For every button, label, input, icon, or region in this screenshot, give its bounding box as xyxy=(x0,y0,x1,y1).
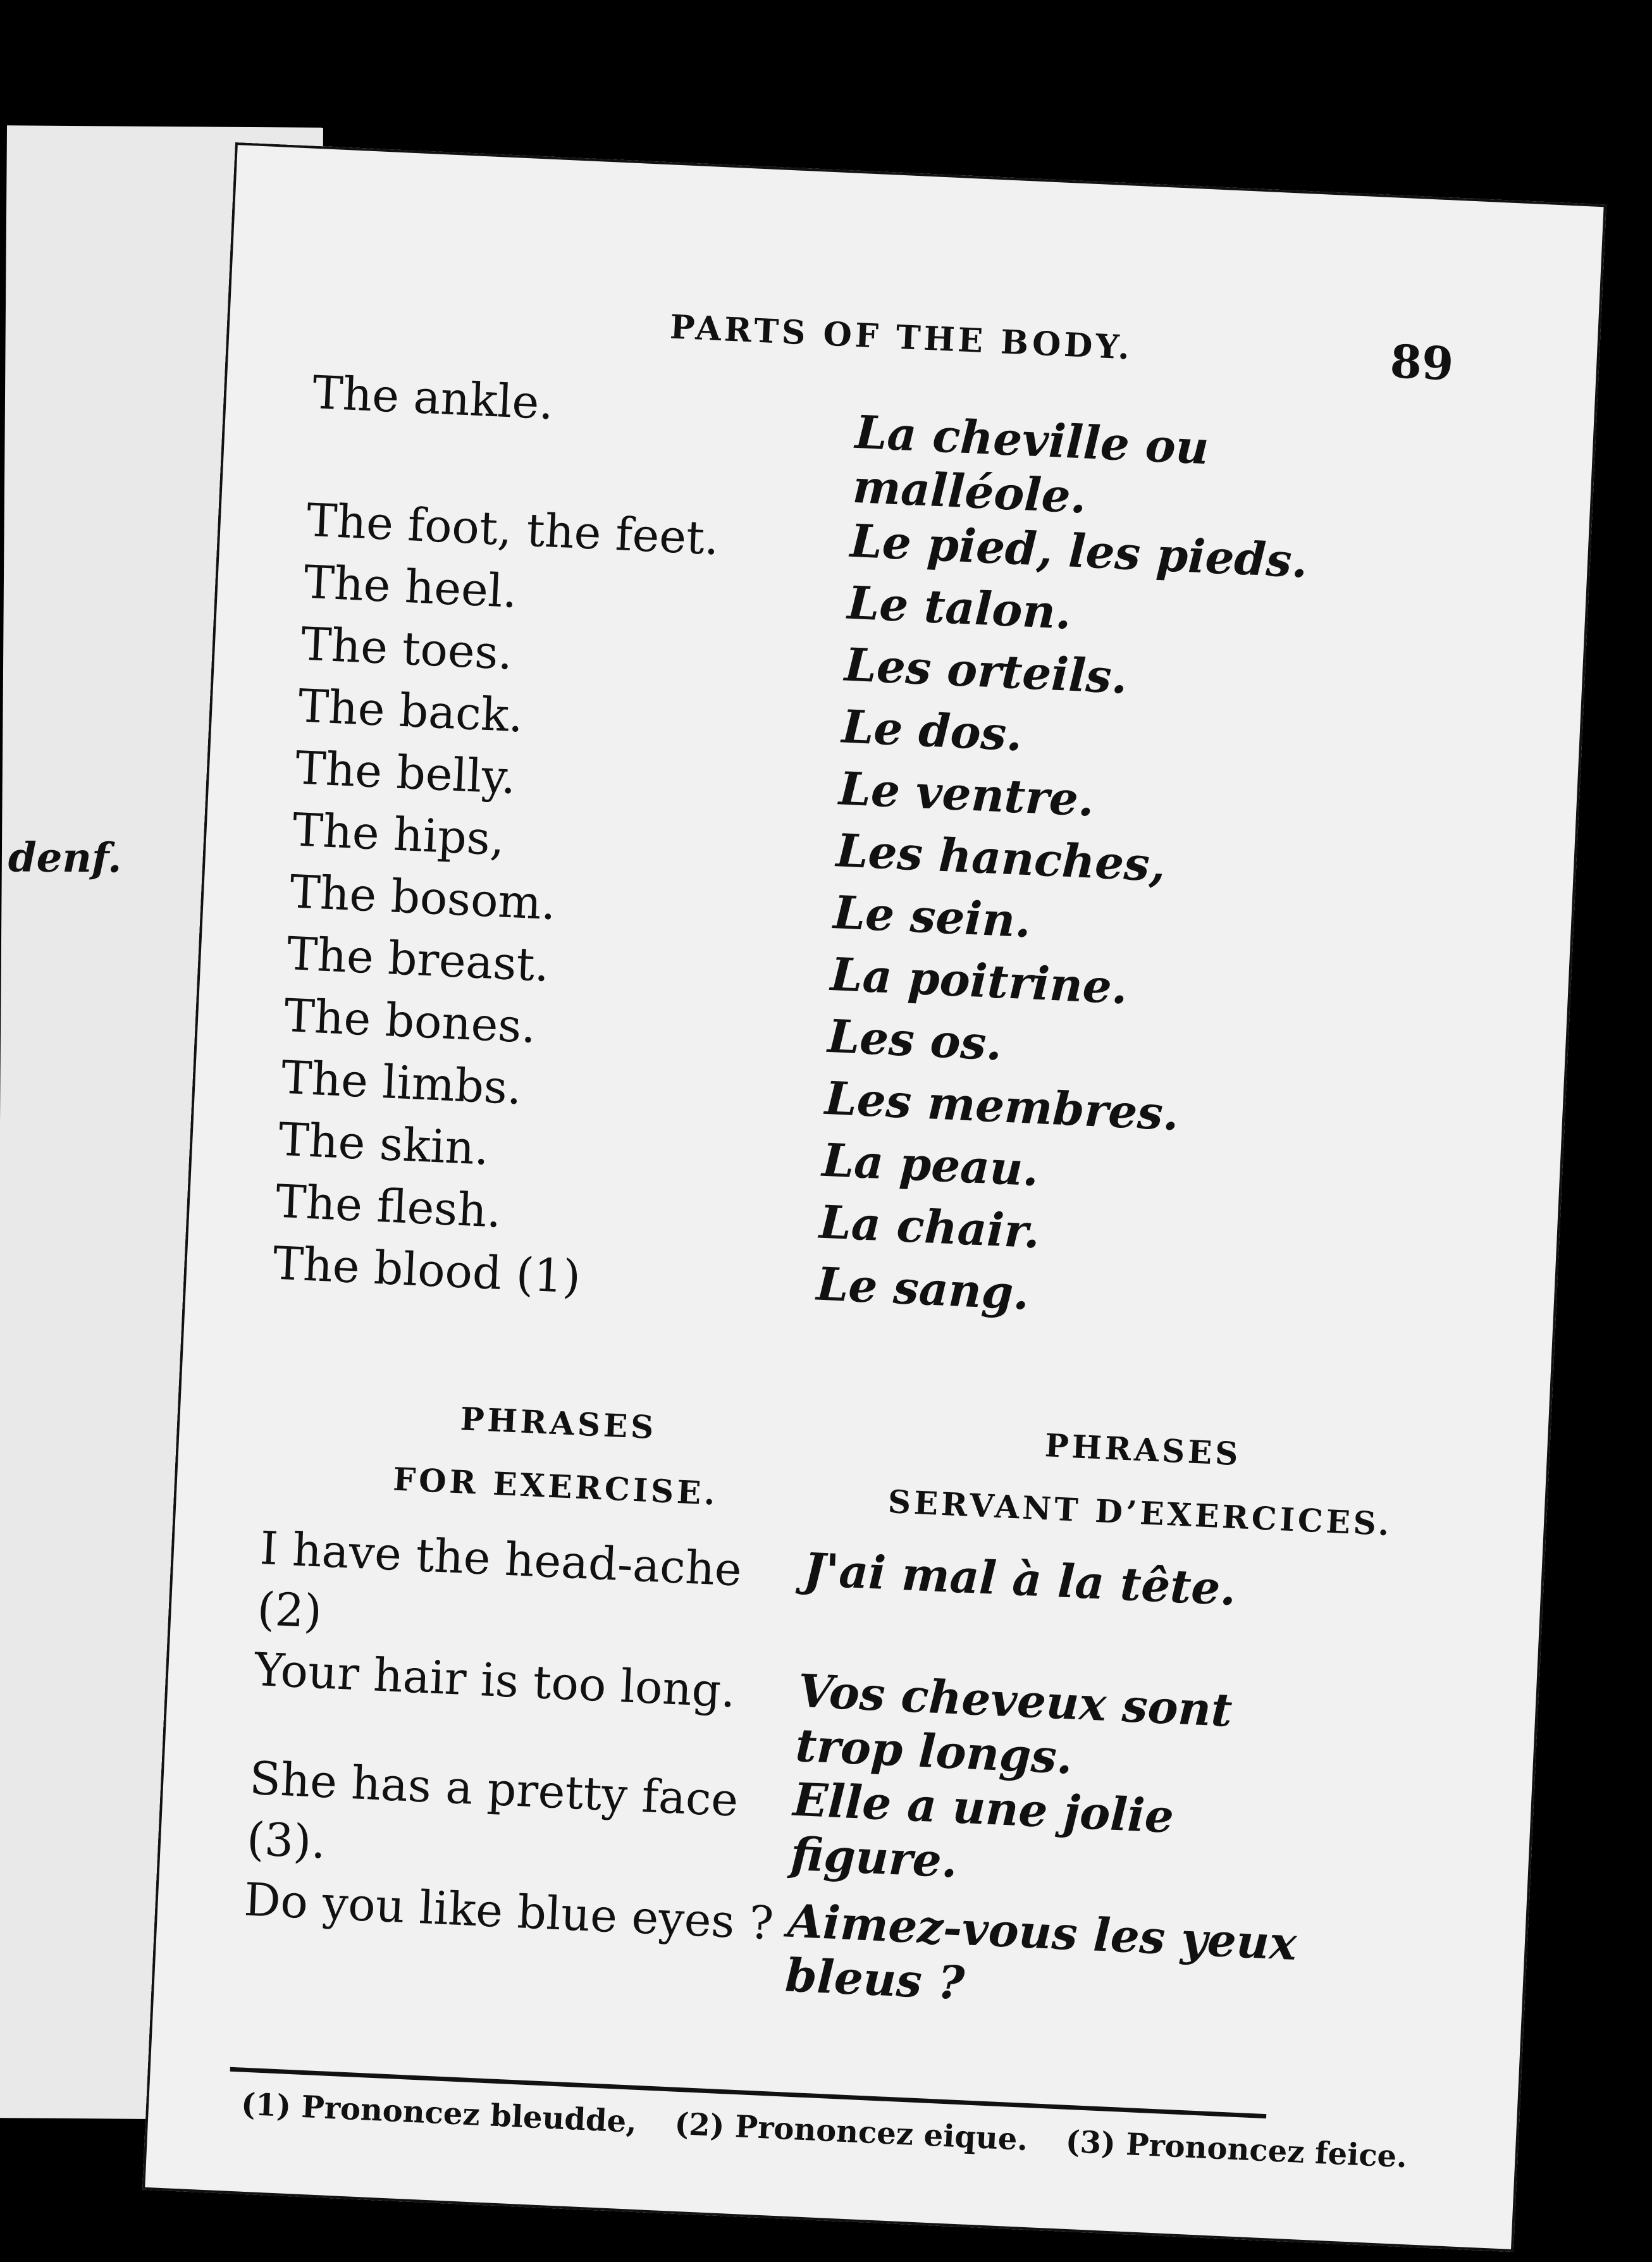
vocab-english: The heel. xyxy=(302,555,519,618)
footnotes xyxy=(240,2086,1409,2175)
page-number: 89 xyxy=(1389,334,1455,391)
vocab-french: Le ventre. xyxy=(837,761,1095,827)
vocab-french: La cheville ou malléole. xyxy=(851,404,1211,524)
vocab-french: La chair. xyxy=(818,1194,1042,1259)
vocab-french: Le sein. xyxy=(832,885,1032,948)
running-head: PARTS OF THE BODY. xyxy=(669,307,1134,368)
exercise-english: Your hair is too long. xyxy=(253,1642,737,1718)
phrases-heading-french xyxy=(846,1405,1436,1558)
vocab-french: Le talon. xyxy=(846,575,1073,640)
vocab-english: The hips, xyxy=(291,803,506,866)
vocab-french: Le dos. xyxy=(841,699,1024,762)
exercise-french: Vos cheveux sont trop longs. xyxy=(794,1663,1234,1784)
vocab-english: The belly. xyxy=(294,741,517,805)
exercise-french: Aimez-vous les yeux bleus ? xyxy=(784,1893,1298,2010)
book-page xyxy=(142,142,1606,2252)
phrases-heading-french-line1: PHRASES xyxy=(1044,1426,1242,1473)
phrases-heading-english-line1: PHRASES xyxy=(459,1400,658,1447)
vocab-english: The back. xyxy=(297,679,524,743)
vocab-english: The blood (1) xyxy=(271,1236,582,1304)
vocab-french: La poitrine. xyxy=(829,947,1129,1015)
vocab-english: The toes. xyxy=(300,617,514,680)
vocab-english: The limbs. xyxy=(280,1050,523,1115)
exercise-french: Elle a une jolie figure. xyxy=(789,1772,1175,1888)
vocab-english: The bones. xyxy=(283,988,538,1053)
vocab-french: Les orteils. xyxy=(843,637,1129,704)
vocab-french: Le sang. xyxy=(815,1256,1031,1320)
vocab-french: La peau. xyxy=(821,1132,1040,1197)
vocab-english: The skin. xyxy=(277,1112,490,1175)
footnote: (2) Prononcez eique. xyxy=(674,2106,1029,2158)
phrases-heading-english xyxy=(262,1378,852,1531)
vocabulary-list xyxy=(271,361,1482,1347)
phrases-heading-french-line2: SERVANT D’EXERCICES. xyxy=(887,1483,1393,1543)
exercise-french: J'ai mal à la tête. xyxy=(802,1542,1238,1616)
exercise-english: Do you like blue eyes ? xyxy=(243,1872,775,1950)
exercise-list xyxy=(240,1517,1430,2030)
exercise-english: She has a pretty face (3). xyxy=(245,1751,740,1869)
vocab-french: Le pied, les pieds. xyxy=(849,513,1309,588)
footnote: (1) Prononcez bleudde, xyxy=(240,2086,638,2140)
vocab-english: The breast. xyxy=(286,927,551,992)
vocab-french: Les membres. xyxy=(823,1070,1180,1141)
left-page-text-fragment: denf. xyxy=(8,834,122,882)
vocab-english: The flesh. xyxy=(274,1174,503,1238)
footnote: (3) Prononcez feice. xyxy=(1064,2123,1409,2175)
vocab-english: The ankle. xyxy=(311,365,555,430)
vocab-french: Les hanches, xyxy=(835,823,1167,892)
exercise-english: I have the head-ache (2) xyxy=(256,1521,743,1638)
vocab-french: Les os. xyxy=(826,1008,1004,1071)
phrases-heading-english-line2: FOR EXERCISE. xyxy=(392,1460,719,1512)
vocab-english: The bosom. xyxy=(288,865,557,930)
vocab-english: The foot, the feet. xyxy=(305,493,720,566)
